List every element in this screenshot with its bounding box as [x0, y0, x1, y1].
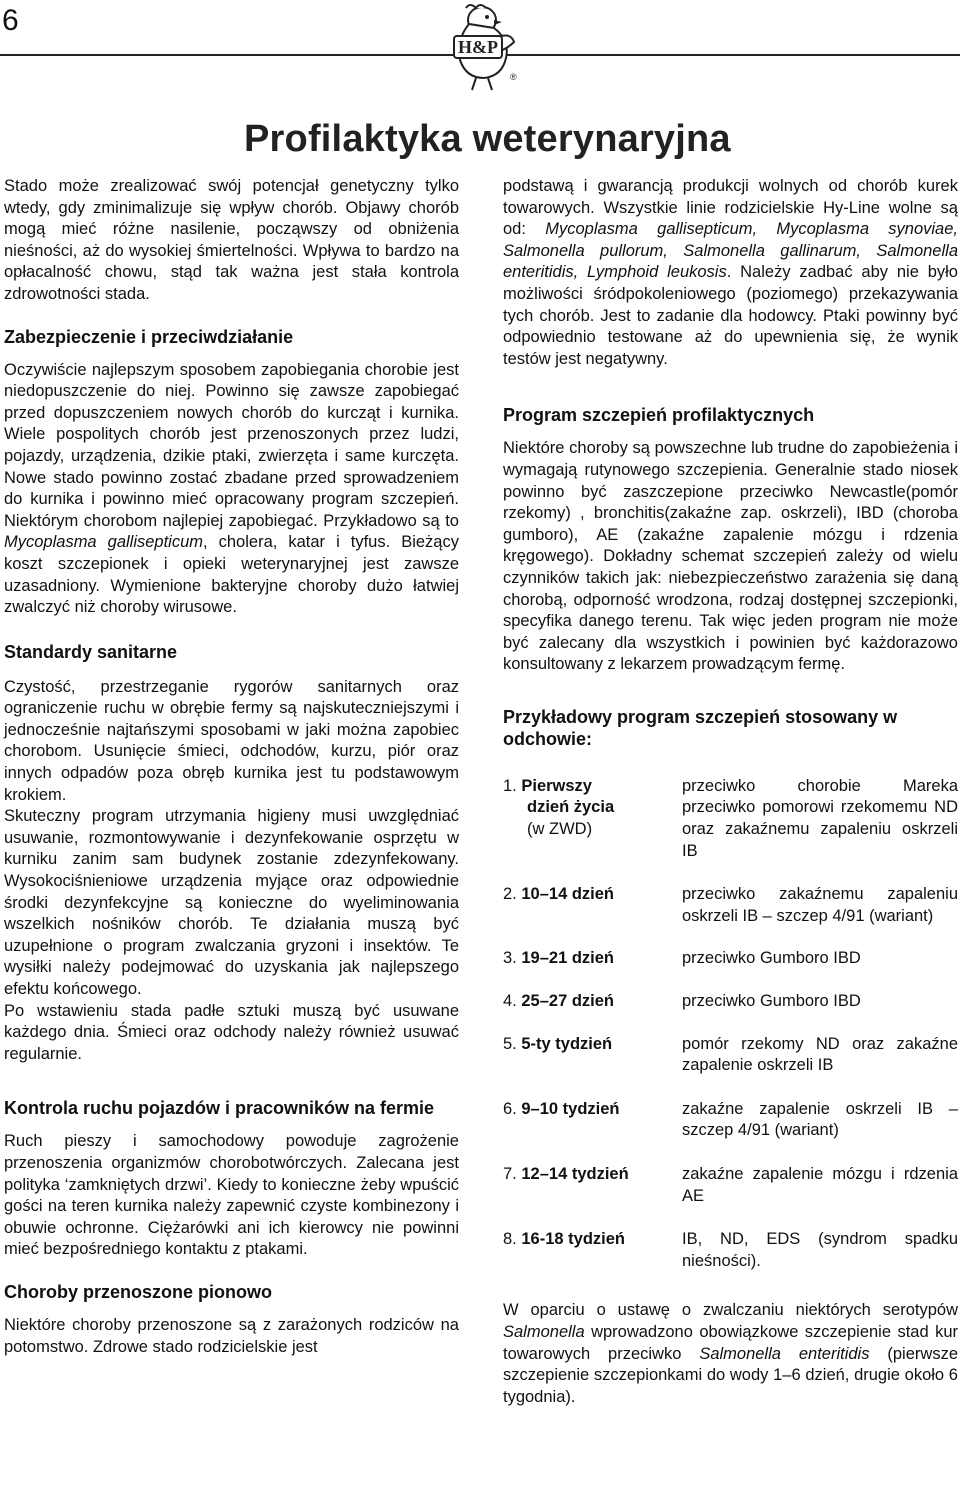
schedule-when: 8. 16-18 tydzień: [503, 1230, 625, 1249]
schedule-item: [503, 1164, 958, 1207]
schedule-when: 6. 9–10 tydzień: [503, 1099, 620, 1118]
schedule-item: [503, 884, 958, 927]
intro-paragraph: Stado może zrealizować swój potencjał genetyczny tylko wtedy, gdy zminimalizuje się wpływ chorób. Objawy chorób mogą mieć różne nasilenie, począwszy od obniżenia nieśności, aż do wysokiej śmiertelności. Wpływa to bardzo na opłacalność chowu, stąd tak ważna jest stała kontrola zdrowotności stada.: [4, 177, 459, 303]
schedule-item: [503, 1099, 958, 1142]
schedule-what: pomór rzekomy ND oraz zakaźne zapalenie oskrzeli IB: [682, 1034, 958, 1075]
section-heading-traffic: Kontrola ruchu pojazdów i pracowników na fermie: [4, 1098, 435, 1119]
section-heading-sanitary: Standardy sanitarne: [4, 641, 178, 662]
sanitary-paragraph-1: Czystość, przestrzeganie rygorów sanitarnych oraz ograniczenie ruchu w obrębie fermy są najskuteczniejszymi i jednocześnie najtańszymi sposobami w jaki można zapobiec chorobom. Usunięcie śmieci, odchodów, kurzu, piór oraz innych odpadów poza obręb kurnika jest tu podstawowym krokiem.: [4, 677, 459, 804]
sanitary-paragraph-2: Skuteczny program utrzymania higieny musi uwzględniać usuwanie, rozmontowywanie i dezynfekowanie osprzętu w kurniku zanim sam budynek zostanie zdezynfekowany. Wysokociśnieniowe urządzenia myjące oraz odpowiednie środki dezynfekcyjne są konieczne do wyeliminowania wszelkich nośników chorób. Te działania muszą być uzupełnione o program zwalczania gryzoni i insektów. Te wysiłki należy podejmować do uzyskania jak najlepszego efektu końcowego.: [4, 807, 459, 998]
schedule-when: 7. 12–14 tydzień: [503, 1165, 629, 1183]
section-heading-vertical: Choroby przenoszone pionowo: [4, 1281, 272, 1302]
schedule-item: [503, 991, 958, 1013]
prevention-paragraph: Oczywiście najlepszym sposobem zapobiegania chorobie jest niedopuszczenie do niej. Powinno się zawsze zapobiegać przed dopuszczeniem nowych chorób do kurcząt i kurnika. Wiele pospolitych chorób jest przenoszonych przez ludzi, pojazdy, urządzenia, dzikie ptaki, zwierzęta i same kurczęta. Nowe stado powinno zostać zbadane przed sprowadzeniem do kurnika i powinno mieć opracowany program szczepień. Niektórym chorobom najlepiej zapobiegać. Przykładowo są to Mycoplasma gallisepticum, cholera, katar i tyfus. Bieżący koszt szczepionek i opieki weterynaryjnej jest zawsze uzasadniony. Wymienione bakteryjne choroby dużo łatwiej zwalczyć niż choroby wirusowe.: [4, 360, 459, 617]
schedule-when: 4. 25–27 dzień: [503, 992, 614, 1011]
sanitary-paragraph-3: Po wstawieniu stada padłe sztuki muszą być usuwane każdego dnia. Śmieci oraz odchody należy również usuwać regularnie.: [4, 1001, 459, 1063]
schedule-what: przeciwko chorobie Mareka przeciwko pomorowi rzekomemu ND oraz zakaźnemu zapaleniu oskrzeli IB: [682, 776, 958, 860]
schedule-what: przeciwko Gumboro IBD: [682, 949, 861, 968]
closing-paragraph: W oparciu o ustawę o zwalczaniu niektórych serotypów Salmonella wprowadzono obowiązkowe szczepienie stad kur towarowych przeciwko Salmonella enteritidis (pierwsze szczepienie szczepionkami do wody 1–6 dzień, drugie około 6 tygodnia).: [503, 1301, 958, 1406]
hp-chick-logo: [436, 0, 520, 92]
schedule-when: 1. Pierwszy dzień życia (w ZWD): [503, 776, 615, 839]
vaccination-paragraph: Niektóre choroby są powszechne lub trudne do zapobieżenia i wymagają rutynowego szczepienia. Generalnie stado niosek powinno być zaszczepione przeciwko Newcastle(pomór rzekomy) , bronchitis(zakaźne zap. oskrzeli), IBD (choroba gumboro), AE (zakaźne zapalenie mózgu i rdzenia kręgowego). Dokładny schemat szczepień zależy od wielu czynników takich jak: niebezpieczeństwo zarażenia się daną chorobą, odporność wrodzona, rodzaj dostępnej szczepionki, specyfika danego terenu. Tak więc jeden program nie może być zalecany dla wszystkich i powinien być każdorazowo konsultowany z lekarzem prowadzącym fermę.: [503, 439, 958, 674]
page-title: Profilaktyka weterynaryjna: [244, 118, 731, 160]
schedule-what: IB, ND, EDS (syndrom spadku nieśności).: [682, 1230, 958, 1270]
schedule-what: zakaźne zapalenie oskrzeli IB – szczep 4/91 (wariant): [682, 1099, 958, 1140]
left-column: [4, 176, 459, 1358]
schedule-when: 3. 19–21 dzień: [503, 949, 614, 968]
section-heading-schedule: Przykładowy program szczepień stosowany w odchowie:: [503, 706, 898, 749]
traffic-paragraph: Ruch pieszy i samochodowy powoduje zagrożenie przenoszenia organizmów chorobotwórczych. Zalecana jest polityka ‘zamkniętych drzwi’. Kiedy to konieczne żeby wpuścić gości na teren kurnika należy zapewnić czyste kombinezony i obuwie ochronne. Ciężarówki ani ich kierowcy nie powinni mieć bezpośredniego kontaktu z ptakami.: [4, 1132, 459, 1259]
schedule-what: przeciwko Gumboro IBD: [682, 992, 861, 1011]
page-number: 6: [2, 4, 19, 37]
schedule-what: przeciwko zakaźnemu zapaleniu oskrzeli IB – szczep 4/91 (wariant): [682, 885, 958, 925]
schedule-item: [503, 1034, 958, 1077]
schedule-item: [503, 948, 958, 970]
schedule-what: zakaźne zapalenie mózgu i rdzenia AE: [682, 1165, 958, 1205]
section-heading-vaccination: Program szczepień profilaktycznych: [503, 405, 815, 426]
schedule-when: 5. 5-ty tydzień: [503, 1034, 613, 1053]
vertical-paragraph: Niektóre choroby przenoszone są z zarażonych rodziców na potomstwo. Zdrowe stado rodzicielskie jest: [4, 1315, 459, 1356]
section-heading-prevention: Zabezpieczenie i przeciwdziałanie: [4, 326, 294, 347]
schedule-item: [503, 1229, 958, 1272]
right-column: [503, 176, 958, 1408]
registered-mark: ®: [510, 72, 517, 82]
schedule-item: [503, 776, 958, 862]
logo-text: H&P: [458, 37, 498, 57]
continued-paragraph: podstawą i gwarancją produkcji wolnych od chorób kurek towarowych. Wszystkie linie rodzicielskie Hy-Line wolne są od: Mycoplasma gallisepticum, Mycoplasma synoviae, Salmonella pullorum, Salmonella gallinarum, Salmonella enteritidis, Lymphoid leukosis. Należy zadbać aby nie było możliwości śródpokoleniowego (poziomego) przekazywania tych chorób. Jest to zadanie dla hodowcy. Ptaki powinny być odpowiednio testowane aż do upewnienia się, że wynik testów jest negatywny.: [503, 177, 958, 368]
schedule-when: 2. 10–14 dzień: [503, 885, 614, 904]
